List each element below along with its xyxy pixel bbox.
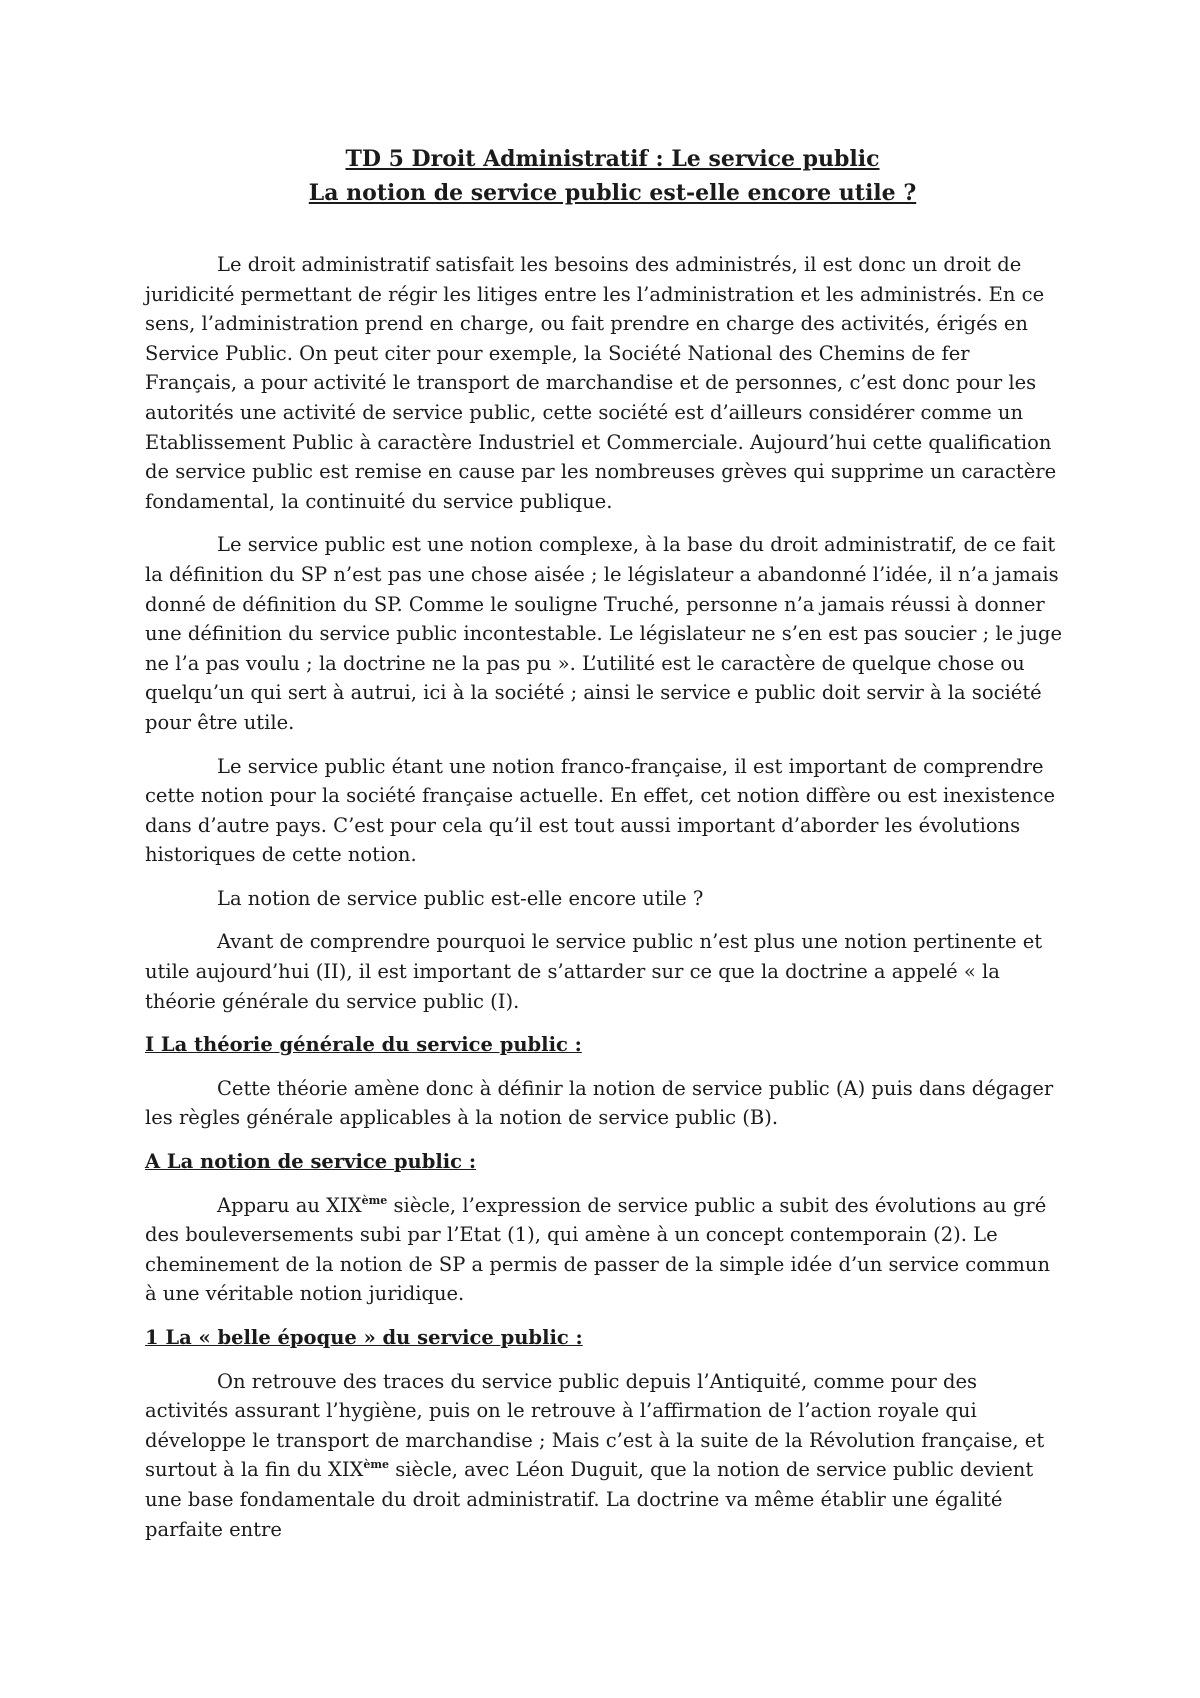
- document-subtitle: La notion de service public est-elle encore utile ?: [308, 180, 917, 206]
- subsection-heading-A: A La notion de service public :: [145, 1150, 477, 1174]
- text-segment: siècle, l’expression de service public a subit des évolutions au gré des bouleversements subi par l’Etat (1), qui amène à un concept contemporain (2). Le cheminement de la notion de SP a permis de passer de la simple idée d’un service commun à une véritable notion juridique.: [145, 1193, 1051, 1306]
- subsection-heading-1: 1 La « belle époque » du service public :: [145, 1326, 583, 1349]
- document-title: TD 5 Droit Administratif : Le service public: [345, 146, 880, 172]
- text-segment: On retrouve des traces du service public depuis l’Antiquité, comme pour des activités assurant l’hygiène, puis on le retrouve à l’affirmation de l’action royale qui développe le transport de marchandise ; Mais c’est à la suite de la Révolution française, et surtout à la fin du XIX: [145, 1369, 1045, 1482]
- definition-paragraph: Le service public est une notion complexe, à la base du droit administratif, de ce fait la définition du SP n’est pas une chose aisée ; le législateur a abandonné l’idée, il n’a jamais donné de définition du SP. Comme le souligne Truché, personne n’a jamais réussi à donner une définition du service public incontestable. Le législateur ne s’en est pas soucier ; le juge ne l’a pas voulu ; la doctrine ne la pas pu ». L’utilité est le caractère de quelque chose ou quelqu’un qui sert à autrui, ici à la société ; ainsi le service e public doit servir à la société pour être utile.: [145, 533, 1063, 734]
- subsection-1-paragraph: [145, 1367, 1062, 1545]
- section-I-intro-paragraph: Cette théorie amène donc à définir la notion de service public (A) puis dans dégager les règles générale applicables à la notion de service public (B).: [145, 1076, 1054, 1130]
- section-heading-I: I La théorie générale du service public :: [145, 1033, 582, 1057]
- problematic-paragraph: La notion de service public est-elle encore utile ?: [217, 886, 704, 910]
- document-title-block: [145, 142, 1062, 210]
- intro-paragraph: Le droit administratif satisfait les besoins des administrés, il est donc un droit de juridicité permettant de régir les litiges entre les l’administration et les administrés. En ce sens, l’administration prend en charge, ou fait prendre en charge des activités, érigés en Service Public. On peut citer pour exemple, la Société National des Chemins de fer Français, a pour activité le transport de marchandise et de personnes, c’est donc pour les autorités une activité de service public, cette société est d’ailleurs considérer comme un Etablissement Public à caractère Industriel et Commerciale. Aujourd’hui cette qualification de service public est remise en cause par les nombreuses grèves qui supprime un caractère fondamental, la continuité du service publique.: [145, 253, 1057, 513]
- plan-paragraph: Avant de comprendre pourquoi le service public n’est plus une notion pertinente et utile aujourd’hui (II), il est important de s’attarder sur ce que la doctrine a appelé « la théorie générale du service public (I).: [145, 930, 1043, 1013]
- text-segment: siècle, avec Léon Duguit, que la notion de service public devient une base fondamentale du droit administratif. La doctrine va même établir une égalité parfaite entre: [145, 1458, 1034, 1541]
- superscript: ème: [363, 1458, 390, 1472]
- subsection-A-paragraph: [145, 1191, 1062, 1309]
- superscript: ème: [361, 1193, 388, 1207]
- context-paragraph: Le service public étant une notion franco-française, il est important de comprendre cette notion pour la société française actuelle. En effet, cet notion diffère ou est inexistence dans d’autre pays. C’est pour cela qu’il est tout aussi important d’aborder les évolutions historiques de cette notion.: [145, 754, 1056, 867]
- text-segment: Apparu au XIX: [217, 1193, 362, 1217]
